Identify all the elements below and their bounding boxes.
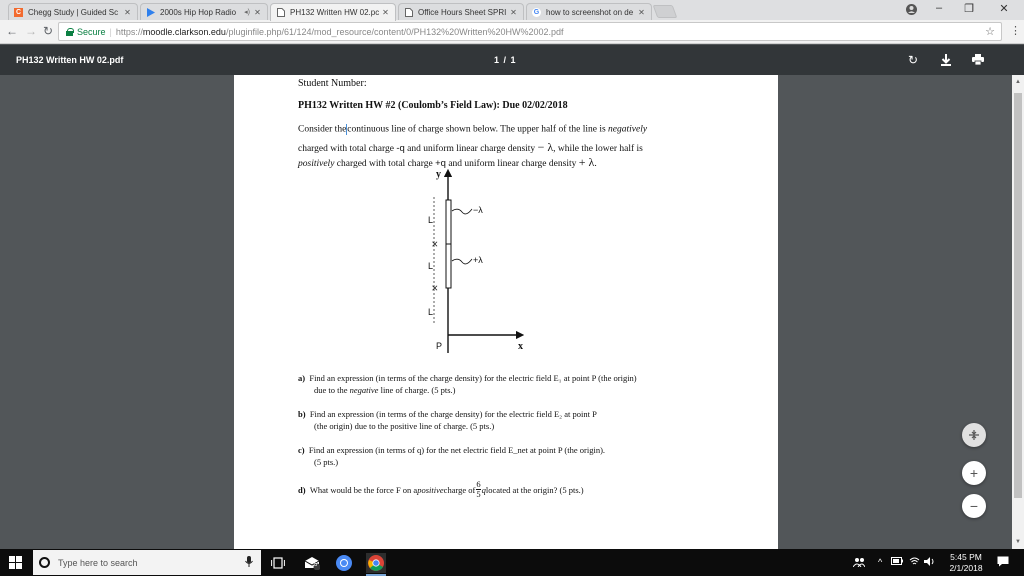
charge-symbol: q xyxy=(481,484,486,495)
reload-icon[interactable]: ↻ xyxy=(42,24,54,38)
density-symbol: − λ xyxy=(537,140,554,154)
question-a-line2 xyxy=(314,385,455,395)
page-indicator: 1 / 1 xyxy=(494,55,517,65)
forward-arrow-icon[interactable]: → xyxy=(25,24,37,38)
charge-symbol: -q xyxy=(396,143,405,154)
question-emphasis: positive xyxy=(417,484,444,495)
intro-line-1 xyxy=(298,124,647,135)
question-text: Find an expression (in terms of q) for the net electric field E_net at point P (the origin). xyxy=(308,445,606,455)
lock-icon[interactable] xyxy=(66,28,73,36)
system-clock[interactable] xyxy=(944,552,988,574)
zoom-in-button[interactable]: + xyxy=(962,461,986,485)
restore-button[interactable]: ❐ xyxy=(964,3,974,15)
battery-icon[interactable] xyxy=(891,557,903,567)
question-text: Find an expression (in terms of the charge density) for the electric field E₂ at point P xyxy=(309,409,597,419)
neg-density-pointer xyxy=(452,209,472,214)
task-view-icon[interactable] xyxy=(268,553,288,573)
people-icon[interactable] xyxy=(853,557,865,569)
radio-favicon-icon xyxy=(146,8,155,17)
question-text: Find an expression (in terms of the charge density) for the electric field E₁ at point P (the origin) xyxy=(309,373,637,383)
minimize-button[interactable]: – xyxy=(935,2,943,14)
tab-hiphop-radio[interactable] xyxy=(140,3,268,20)
pdf-viewer[interactable] xyxy=(0,75,1012,549)
mail-badge: 5 xyxy=(314,562,318,568)
separator: | xyxy=(109,26,112,37)
taskbar-search[interactable] xyxy=(33,550,261,575)
fraction xyxy=(476,480,480,499)
secure-label[interactable]: Secure xyxy=(77,26,106,37)
intro-emphasis: positively xyxy=(298,159,335,169)
intro-emphasis: negatively xyxy=(608,124,648,135)
positive-density-label: +λ xyxy=(473,255,483,265)
url-path[interactable]: /pluginfile.php/61/124/mod_resource/content/0/PH132%20Written%20HW%2002.pdf xyxy=(225,26,564,37)
tab-chegg[interactable] xyxy=(8,3,138,20)
wifi-icon[interactable] xyxy=(909,557,920,568)
zoom-out-button[interactable]: − xyxy=(962,494,986,518)
question-text: charge of xyxy=(443,484,476,495)
tab-strip xyxy=(0,0,1024,20)
origin-label: P xyxy=(436,341,443,351)
cortana-icon[interactable] xyxy=(39,557,50,568)
pdf-toolbar xyxy=(0,45,1024,75)
speaker-icon[interactable]: ◂) xyxy=(244,9,250,16)
back-arrow-icon[interactable]: ← xyxy=(6,24,18,38)
question-c-line2: (5 pts.) xyxy=(314,457,339,467)
close-icon[interactable]: ✕ xyxy=(254,7,261,17)
volume-icon[interactable] xyxy=(924,557,935,568)
length-label-middle: L xyxy=(428,261,434,271)
question-label: c) xyxy=(298,445,305,455)
question-label: a) xyxy=(298,373,306,383)
tab-office-hours[interactable] xyxy=(398,3,524,20)
tab-label: Office Hours Sheet SPRI xyxy=(418,7,507,17)
homework-title: PH132 Written HW #2 (Coulomb’s Field Law): Due 02/02/2018 xyxy=(298,100,568,111)
question-label: d) xyxy=(298,484,306,495)
question-text: What would be the force F on a xyxy=(309,484,418,495)
question-b xyxy=(298,409,597,419)
tab-label: PH132 Written HW 02.pc xyxy=(290,8,380,17)
print-icon[interactable] xyxy=(971,53,985,68)
rotate-icon[interactable]: ↻ xyxy=(907,53,919,67)
clock-date: 2/1/2018 xyxy=(949,563,983,573)
windows-start-icon[interactable] xyxy=(9,556,22,569)
intro-text: Consider the xyxy=(298,124,347,135)
intro-text: charged with total charge xyxy=(334,159,436,169)
close-icon[interactable]: ✕ xyxy=(510,7,517,17)
mail-icon[interactable] xyxy=(302,553,322,573)
question-text: line of charge. (5 pts.) xyxy=(378,385,456,395)
url-host[interactable]: moodle.clarkson.edu xyxy=(142,26,226,37)
tab-label: how to screenshot on de xyxy=(546,7,634,17)
profile-icon[interactable] xyxy=(903,2,919,18)
chromium-icon[interactable] xyxy=(334,553,354,573)
x-axis-label: x xyxy=(518,341,523,352)
google-favicon-icon: G xyxy=(533,8,540,16)
chegg-favicon-icon: C xyxy=(15,8,22,16)
intro-text: charged with total charge xyxy=(298,144,397,154)
intro-text: and uniform linear charge density xyxy=(445,159,579,169)
close-icon[interactable]: ✕ xyxy=(382,8,389,17)
y-axis-label: y xyxy=(436,169,441,180)
intro-text: . xyxy=(594,159,597,169)
pdf-page[interactable] xyxy=(234,75,778,549)
scroll-down-icon[interactable]: ▼ xyxy=(1015,539,1021,545)
pdf-filename: PH132 Written HW 02.pdf xyxy=(16,55,124,65)
negative-density-label: −λ xyxy=(473,205,483,215)
positive-rod xyxy=(446,244,451,288)
question-d xyxy=(298,480,584,499)
vertical-scrollbar[interactable] xyxy=(1012,75,1024,549)
address-bar[interactable] xyxy=(58,22,1002,41)
chrome-icon[interactable] xyxy=(366,553,386,573)
url-scheme[interactable]: https:// xyxy=(115,26,143,37)
microphone-icon[interactable] xyxy=(245,556,253,570)
new-tab-button[interactable] xyxy=(653,5,678,18)
search-placeholder[interactable]: Type here to search xyxy=(58,557,138,568)
density-symbol: + λ xyxy=(578,155,595,169)
question-a xyxy=(298,373,637,383)
tab-label: 2000s Hip Hop Radio xyxy=(160,7,237,17)
question-emphasis: negative xyxy=(349,385,379,395)
question-label: b) xyxy=(298,409,306,419)
question-c xyxy=(298,445,605,455)
charge-symbol: +q xyxy=(435,158,446,169)
kebab-menu-icon[interactable]: ⋮ xyxy=(1010,25,1021,37)
scroll-up-icon[interactable]: ▲ xyxy=(1015,79,1021,85)
close-icon[interactable]: ✕ xyxy=(124,7,131,17)
length-label-bottom: L xyxy=(428,307,434,317)
document-favicon-icon xyxy=(404,8,413,17)
close-window-button[interactable]: ✕ xyxy=(999,3,1009,15)
notifications-icon[interactable] xyxy=(997,556,1009,569)
close-icon[interactable]: ✕ xyxy=(638,7,645,17)
fit-to-page-button[interactable] xyxy=(962,423,986,447)
intro-text: and uniform linear charge density xyxy=(404,144,538,154)
question-text: located at the origin? (5 pts.) xyxy=(485,484,584,495)
windows-taskbar xyxy=(0,549,1024,576)
dimension-tick: ⨯ xyxy=(431,283,439,293)
browser-toolbar xyxy=(0,20,1024,44)
student-number-label: Student Number: xyxy=(298,78,367,89)
negative-rod xyxy=(446,200,451,244)
tab-label: Chegg Study | Guided Sc xyxy=(28,7,119,17)
intro-text: , while the lower half is xyxy=(553,144,643,154)
line-of-charge-diagram xyxy=(414,165,534,355)
scroll-thumb[interactable] xyxy=(1014,93,1022,498)
tab-google-search[interactable] xyxy=(526,3,652,20)
bookmark-star-icon[interactable]: ☆ xyxy=(985,26,995,38)
fraction-denominator: 5 xyxy=(476,489,481,499)
intro-text: continuous line of charge shown below. The upper half of the line is xyxy=(347,124,609,135)
question-text: due to the xyxy=(314,385,350,395)
download-icon[interactable] xyxy=(939,53,953,69)
pos-density-pointer xyxy=(452,259,472,264)
chevron-up-icon[interactable]: ^ xyxy=(878,557,883,567)
length-label-top: L xyxy=(428,215,434,225)
dimension-tick: ⨯ xyxy=(431,239,439,249)
clock-time: 5:45 PM xyxy=(950,552,982,562)
question-b-line2: (the origin) due to the positive line of charge. (5 pts.) xyxy=(314,421,495,431)
document-favicon-icon xyxy=(276,8,285,17)
tab-ph132-pdf[interactable] xyxy=(270,3,396,21)
intro-line-2 xyxy=(298,140,643,155)
fraction-numerator: 6 xyxy=(476,479,481,489)
